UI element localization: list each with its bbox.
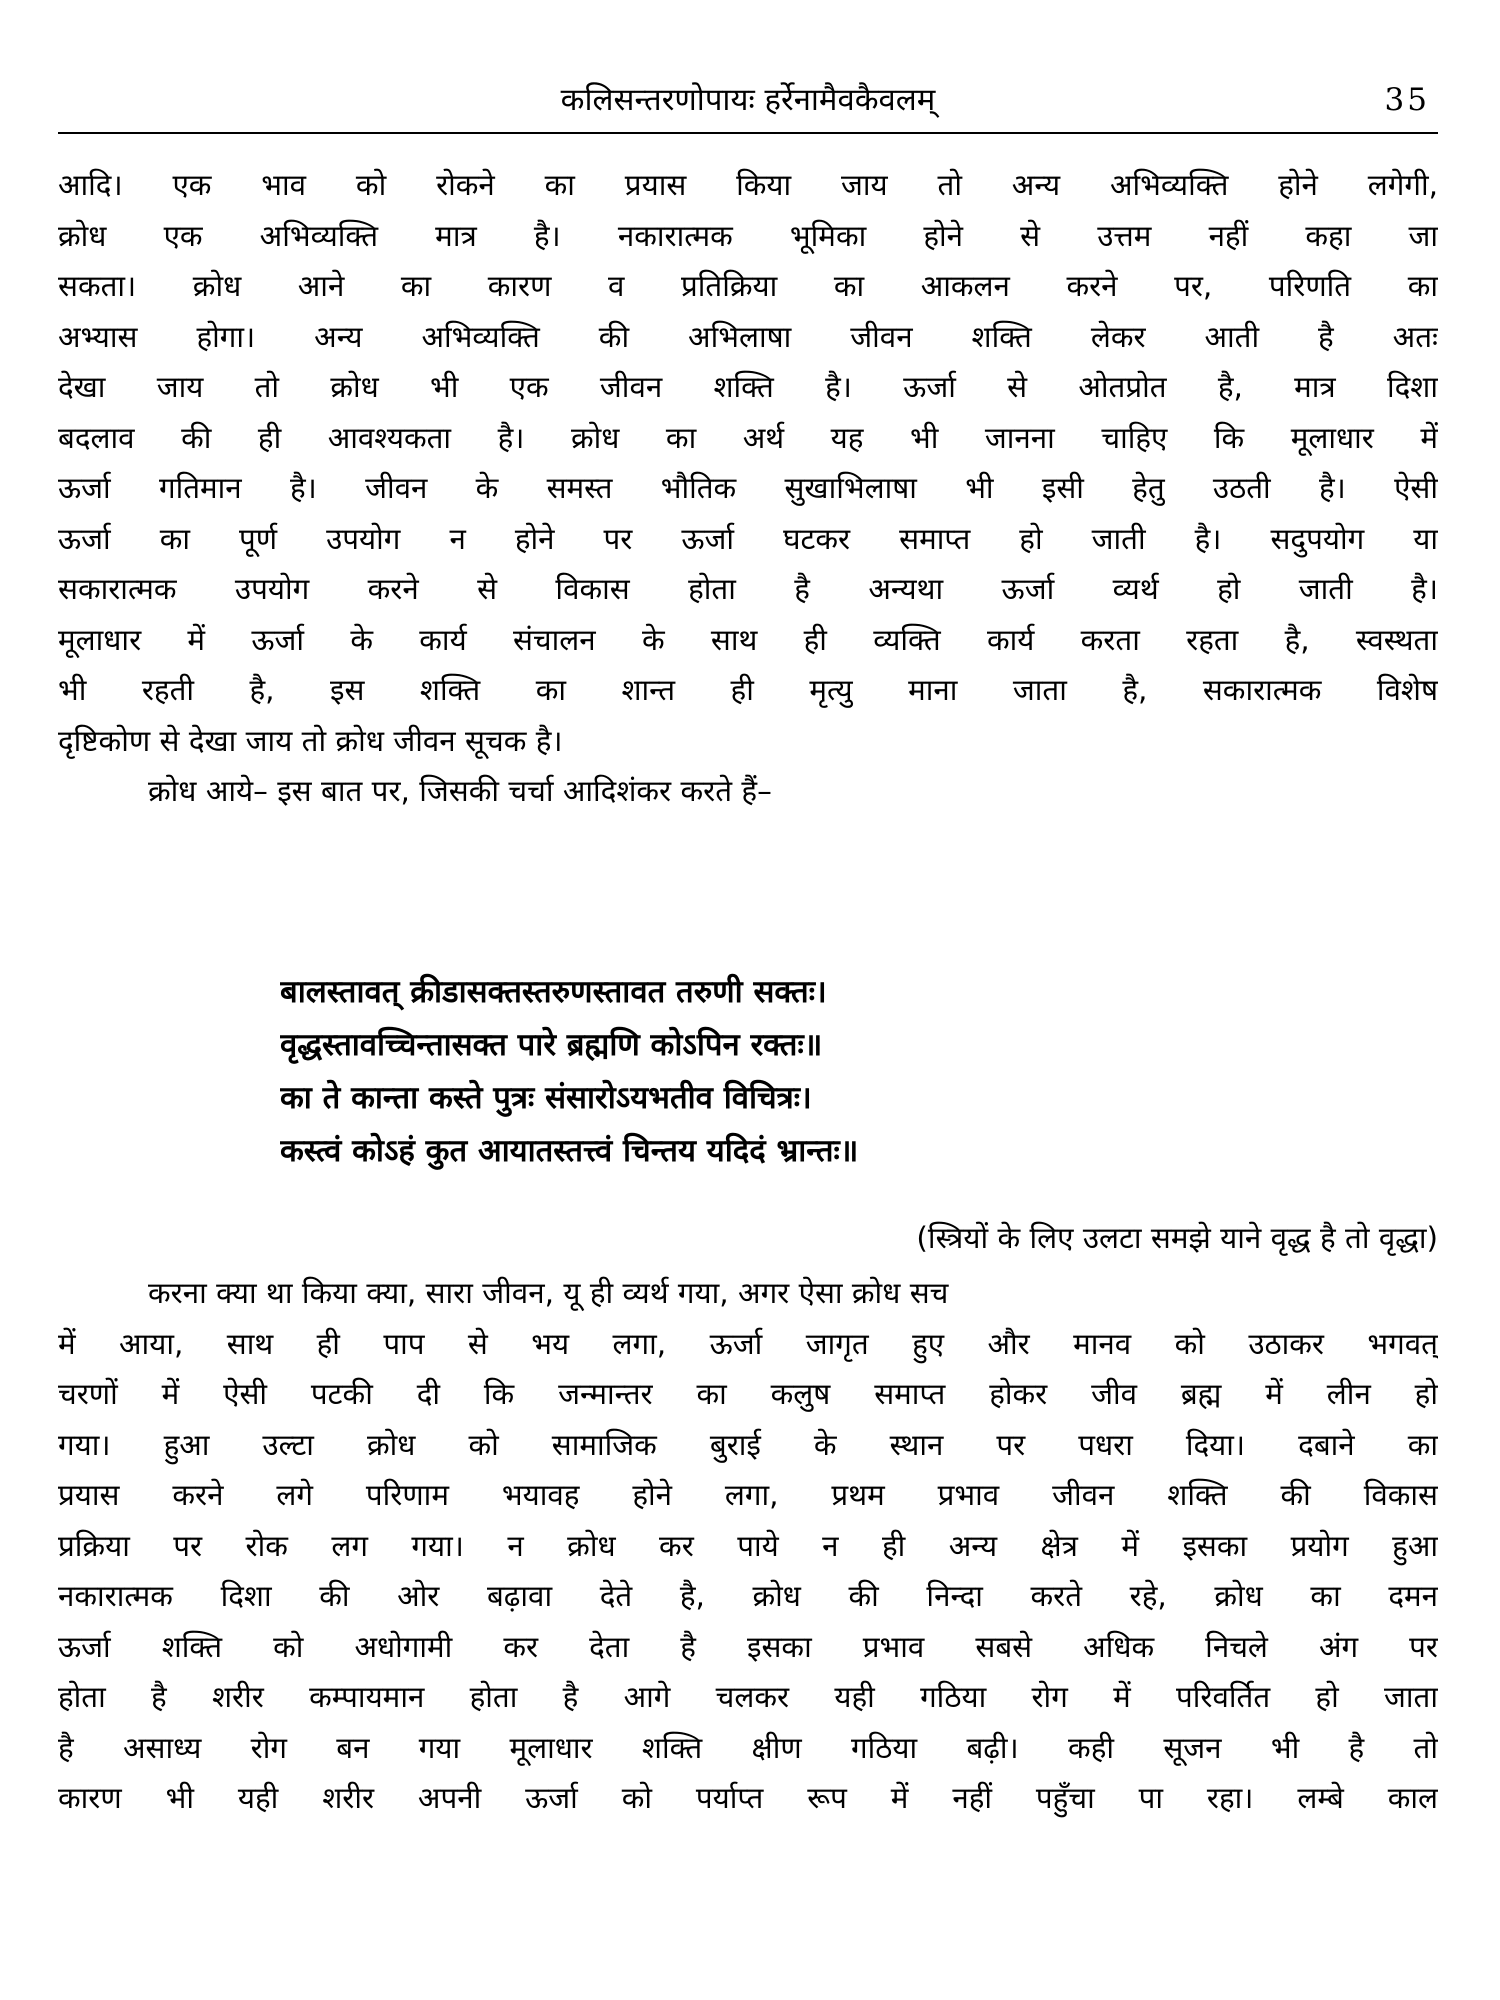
text-line: प्रक्रिया पर रोक लग गया। न क्रोध कर पाये न ही अन्य क्षेत्र में इसका प्रयोग हुआ (58, 1528, 1438, 1563)
text-line: मूलाधार में ऊर्जा के कार्य संचालन के साथ ही व्यक्ति कार्य करता रहता है, स्वस्थता (58, 622, 1438, 657)
text-line: कारण भी यही शरीर अपनी ऊर्जा को पर्याप्त रूप में नहीं पहुँचा पा रहा। लम्बे काल (58, 1781, 1438, 1815)
verse-note: (स्त्रियों के लिए उलटा समझे याने वृद्ध है तो वृद्धा) (916, 1221, 1438, 1255)
verse-line: बालस्तावत् क्रीडासक्तस्तरुणस्तावत तरुणी सक्तः। (280, 974, 827, 1010)
paragraph-2 (58, 1268, 1438, 1824)
text-line: देखा जाय तो क्रोध भी एक जीवन शक्ति है। ऊर्जा से ओतप्रोत है, मात्र दिशा (58, 370, 1438, 404)
header-divider (58, 132, 1438, 134)
text-line: भी रहती है, इस शक्ति का शान्त ही मृत्यु माना जाता है, सकारात्मक विशेष (58, 673, 1438, 707)
verse-line: वृद्धस्तावच्चिन्तासक्त पारे ब्रह्मणि कोऽपिन रक्तः॥ (280, 1027, 823, 1063)
text-line: चरणों में ऐसी पटकी दी कि जन्मान्तर का कलुष समाप्त होकर जीव ब्रह्म में लीन हो (58, 1377, 1438, 1411)
intro-line: क्रोध आये– इस बात पर, जिसकी चर्चा आदिशंकर करते हैं– (148, 774, 772, 808)
text-line: ऊर्जा गतिमान है। जीवन के समस्त भौतिक सुखाभिलाषा भी इसी हेतु उठती है। ऐसी (58, 471, 1438, 505)
text-line: गया। हुआ उल्टा क्रोध को सामाजिक बुराई के स्थान पर पधरा दिया। दबाने का (58, 1427, 1438, 1462)
running-header (58, 78, 1438, 128)
text-line: दृष्टिकोण से देखा जाय तो क्रोध जीवन सूचक है। (58, 723, 563, 758)
text-line: क्रोध एक अभिव्यक्ति मात्र है। नकारात्मक भूमिका होने से उत्तम नहीं कहा जा (58, 218, 1438, 253)
text-line: प्रयास करने लगे परिणाम भयावह होने लगा, प्रथम प्रभाव जीवन शक्ति की विकास (58, 1478, 1438, 1512)
verse-line: का ते कान्ता कस्ते पुत्रः संसारोऽयभतीव विचित्रः। (280, 1080, 812, 1116)
sanskrit-verse (280, 966, 1220, 1178)
paragraph-1 (58, 160, 1438, 817)
text-line: सकारात्मक उपयोग करने से विकास होता है अन्यथा ऊर्जा व्यर्थ हो जाती है। (58, 572, 1438, 606)
text-line: ऊर्जा का पूर्ण उपयोग न होने पर ऊर्जा घटकर समाप्त हो जाती है। सदुपयोग या (58, 521, 1438, 556)
text-line: ऊर्जा शक्ति को अधोगामी कर देता है इसका प्रभाव सबसे अधिक निचले अंग पर (58, 1629, 1438, 1664)
header-title: कलिसन्तरणोपायः हर्रेनामैवकैवलम् (560, 82, 936, 118)
text-line: होता है शरीर कम्पायमान होता है आगे चलकर यही गठिया रोग में परिवर्तित हो जाता (58, 1680, 1438, 1714)
text-line: नकारात्मक दिशा की ओर बढ़ावा देते है, क्रोध की निन्दा करते रहे, क्रोध का दमन (58, 1579, 1438, 1613)
text-line: सकता। क्रोध आने का कारण व प्रतिक्रिया का आकलन करने पर, परिणति का (58, 269, 1438, 303)
text-line: आदि। एक भाव को रोकने का प्रयास किया जाय तो अन्य अभिव्यक्ति होने लगेगी, (58, 168, 1438, 202)
text-line: अभ्यास होगा। अन्य अभिव्यक्ति की अभिलाषा जीवन शक्ति लेकर आती है अतः (58, 319, 1438, 354)
page-number: 35 (1384, 82, 1430, 118)
text-line: में आया, साथ ही पाप से भय लगा, ऊर्जा जागृत हुए और मानव को उठाकर भगवत् (58, 1326, 1438, 1361)
verse-line: कस्त्वं कोऽहं कुत आयातस्तत्त्वं चिन्तय यदिदं भ्रान्तः॥ (280, 1133, 859, 1169)
text-line: करना क्या था किया क्या, सारा जीवन, यू ही व्यर्थ गया, अगर ऐसा क्रोध सच (148, 1276, 949, 1310)
text-line: बदलाव की ही आवश्यकता है। क्रोध का अर्थ यह भी जानना चाहिए कि मूलाधार में (58, 420, 1438, 455)
text-line: है असाध्य रोग बन गया मूलाधार शक्ति क्षीण गठिया बढ़ी। कही सूजन भी है तो (58, 1730, 1438, 1765)
